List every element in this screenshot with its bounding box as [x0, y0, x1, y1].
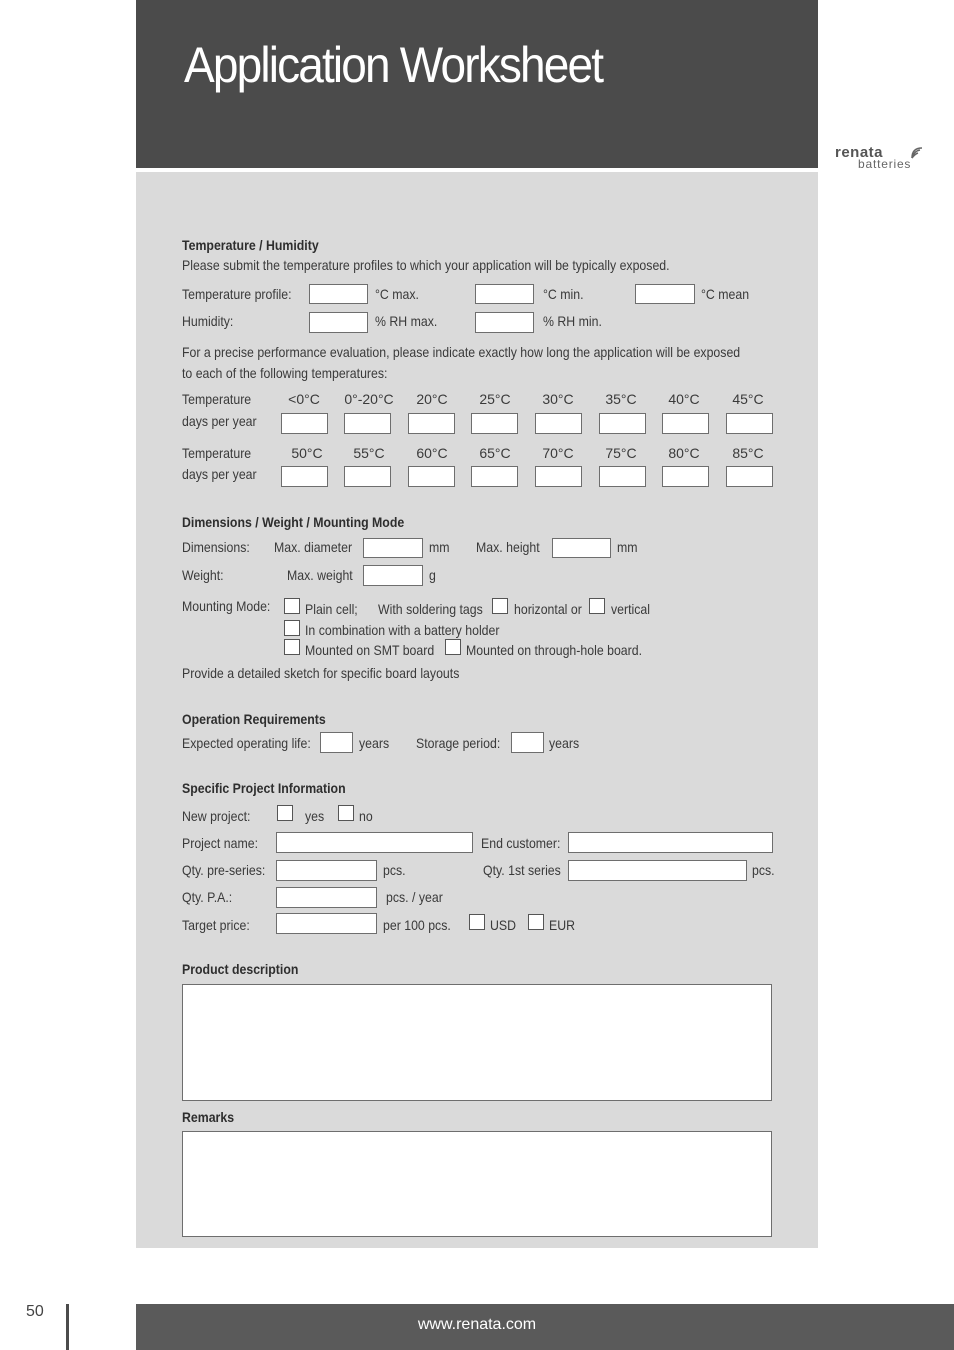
project-name-label: Project name: [182, 835, 259, 851]
new-project-yes-checkbox[interactable] [277, 805, 293, 821]
sketch-note: Provide a detailed sketch for specific board layouts [182, 665, 460, 681]
days-input-75[interactable] [599, 466, 646, 487]
target-price-label: Target price: [182, 917, 250, 933]
temp-header-55: 55°C [353, 445, 385, 461]
qty-pre-series-unit: pcs. [383, 862, 406, 878]
max-height-label: Max. height [476, 539, 540, 555]
qty-first-series-label: Qty. 1st series [483, 862, 561, 878]
new-project-yes-label: yes [305, 808, 325, 824]
max-weight-unit: g [429, 567, 436, 583]
temperature-heading: Temperature / Humidity [182, 237, 319, 253]
qty-first-series-unit: pcs. [752, 862, 775, 878]
temp-header-75: 75°C [605, 445, 637, 461]
days-input-50[interactable] [281, 466, 328, 487]
temp-min-input[interactable] [475, 284, 534, 304]
operating-life-unit: years [359, 735, 390, 751]
temp-mean-input[interactable] [635, 284, 695, 304]
new-project-no-checkbox[interactable] [338, 805, 354, 821]
product-description-heading: Product description [182, 961, 299, 977]
brand-logo [834, 144, 934, 172]
temp-header-35: 35°C [605, 391, 637, 407]
max-weight-label: Max. weight [287, 567, 353, 583]
brand-wave-icon [911, 147, 923, 159]
max-diameter-input[interactable] [363, 538, 423, 558]
days-input-85[interactable] [726, 466, 773, 487]
temp-header-80: 80°C [668, 445, 700, 461]
max-diameter-label: Max. diameter [274, 539, 353, 555]
horizontal-checkbox[interactable] [492, 598, 508, 614]
rh-max-unit: % RH max. [375, 313, 438, 329]
max-diameter-unit: mm [429, 539, 450, 555]
temp-header-70: 70°C [542, 445, 574, 461]
new-project-no-label: no [359, 808, 373, 824]
temp-header-40: 40°C [668, 391, 700, 407]
qty-first-series-input[interactable] [568, 860, 747, 881]
smt-checkbox[interactable] [284, 639, 300, 655]
dimensions-heading: Dimensions / Weight / Mounting Mode [182, 514, 405, 530]
plain-cell-checkbox[interactable] [284, 598, 300, 614]
remarks-heading: Remarks [182, 1109, 235, 1125]
battery-holder-checkbox[interactable] [284, 620, 300, 636]
rh-min-unit: % RH min. [543, 313, 602, 329]
row2-temp-label: Temperature [182, 445, 252, 461]
max-height-input[interactable] [552, 538, 611, 558]
eur-label: EUR [549, 917, 576, 933]
rh-min-input[interactable] [475, 312, 534, 333]
storage-period-input[interactable] [511, 732, 544, 753]
brand-name: renata [835, 144, 884, 161]
temp-header-30: 30°C [542, 391, 574, 407]
days-input-45[interactable] [726, 413, 773, 434]
operation-heading: Operation Requirements [182, 711, 326, 727]
vertical-checkbox[interactable] [589, 598, 605, 614]
temp-header-60: 60°C [416, 445, 448, 461]
row1-temp-label: Temperature [182, 391, 252, 407]
days-input-0-20[interactable] [344, 413, 391, 434]
temp-max-input[interactable] [309, 284, 368, 304]
brand-sub: batteries [858, 157, 912, 171]
days-input-65[interactable] [471, 466, 518, 487]
temp-header-20: 20°C [416, 391, 448, 407]
end-customer-input[interactable] [568, 832, 773, 853]
temperature-intro: Please submit the temperature profiles to which your application will be typically exposed. [182, 257, 670, 273]
days-input-55[interactable] [344, 466, 391, 487]
days-input-80[interactable] [662, 466, 709, 487]
temp-header-65: 65°C [479, 445, 511, 461]
days-input-lt0[interactable] [281, 413, 328, 434]
storage-period-label: Storage period: [416, 735, 501, 751]
dimensions-label: Dimensions: [182, 539, 250, 555]
project-heading: Specific Project Information [182, 780, 346, 796]
plain-cell-label: Plain cell; [305, 601, 358, 617]
battery-holder-label: In combination with a battery holder [305, 622, 500, 638]
through-hole-checkbox[interactable] [445, 639, 461, 655]
project-name-input[interactable] [276, 832, 473, 853]
temp-header-25: 25°C [479, 391, 511, 407]
row2-days-label: days per year [182, 466, 257, 482]
qty-pa-label: Qty. P.A.: [182, 889, 233, 905]
days-input-70[interactable] [535, 466, 582, 487]
temp-min-unit: °C min. [543, 286, 584, 302]
end-customer-label: End customer: [481, 835, 561, 851]
page-number: 50 [26, 1303, 44, 1320]
mounting-label: Mounting Mode: [182, 598, 271, 614]
through-hole-label: Mounted on through-hole board. [466, 642, 643, 658]
temp-header-50: 50°C [291, 445, 323, 461]
product-description-textarea[interactable] [182, 984, 772, 1101]
qty-pa-unit: pcs. / year [386, 889, 443, 905]
precise-text-1: For a precise performance evaluation, please indicate exactly how long the application will be exposed [182, 344, 741, 360]
horizontal-label: horizontal or [514, 601, 582, 617]
eur-checkbox[interactable] [528, 914, 544, 930]
days-input-25[interactable] [471, 413, 518, 434]
with-tags-label: With soldering tags [378, 601, 483, 617]
page-title: Application Worksheet [184, 37, 603, 93]
qty-pre-series-input[interactable] [276, 860, 377, 881]
operating-life-label: Expected operating life: [182, 735, 311, 751]
weight-label: Weight: [182, 567, 224, 583]
max-weight-input[interactable] [363, 565, 423, 586]
smt-label: Mounted on SMT board [305, 642, 435, 658]
days-input-35[interactable] [599, 413, 646, 434]
humidity-label: Humidity: [182, 313, 234, 329]
usd-label: USD [490, 917, 517, 933]
temp-header-85: 85°C [732, 445, 764, 461]
days-input-40[interactable] [662, 413, 709, 434]
temp-mean-unit: °C mean [701, 286, 750, 302]
days-input-30[interactable] [535, 413, 582, 434]
temp-header-45: 45°C [732, 391, 764, 407]
temp-header-0-20: 0°-20°C [344, 391, 394, 407]
vertical-label: vertical [611, 601, 651, 617]
row1-days-label: days per year [182, 413, 257, 429]
footer-divider [66, 1304, 69, 1350]
precise-text-2: to each of the following temperatures: [182, 365, 388, 381]
remarks-textarea[interactable] [182, 1131, 772, 1237]
qty-pre-series-label: Qty. pre-series: [182, 862, 266, 878]
operating-life-input[interactable] [320, 732, 353, 753]
temp-max-unit: °C max. [375, 286, 419, 302]
new-project-label: New project: [182, 808, 251, 824]
target-price-unit: per 100 pcs. [383, 917, 451, 933]
max-height-unit: mm [617, 539, 638, 555]
temp-profile-label: Temperature profile: [182, 286, 292, 302]
qty-pa-input[interactable] [276, 887, 377, 908]
temp-header-lt0: <0°C [288, 391, 320, 407]
days-input-20[interactable] [408, 413, 455, 434]
storage-period-unit: years [549, 735, 580, 751]
usd-checkbox[interactable] [469, 914, 485, 930]
days-input-60[interactable] [408, 466, 455, 487]
footer-url[interactable]: www.renata.com [417, 1316, 537, 1333]
target-price-input[interactable] [276, 913, 377, 934]
rh-max-input[interactable] [309, 312, 368, 333]
